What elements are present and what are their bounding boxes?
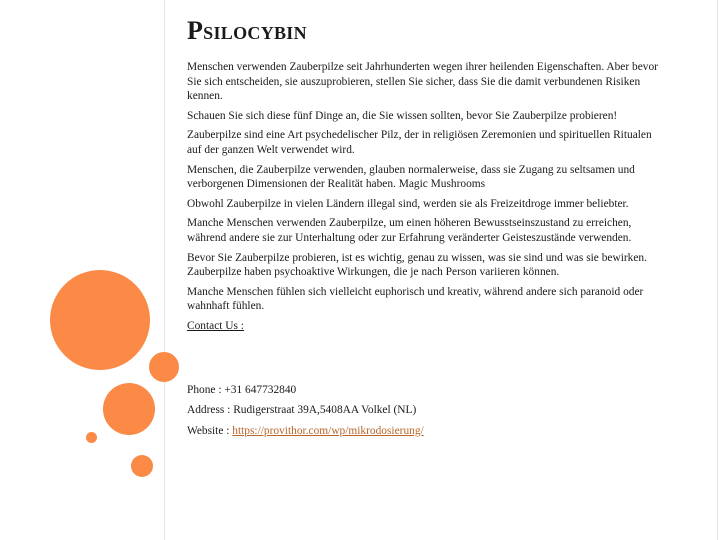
paragraph: Manche Menschen fühlen sich vielleicht euphorisch und kreativ, während andere sich paranoid oder wahnhaft fühlen.	[187, 285, 644, 313]
decor-circle-small-2	[131, 455, 153, 477]
website-label: Website :	[187, 424, 233, 437]
paragraph: Manche Menschen verwenden Zauberpilze, um einen höheren Bewusstseinszustand zu erreichen, während andere sie zur Unterhaltung oder zur Erfahrung veränderter Geisteszustände verwenden.	[187, 217, 632, 244]
paragraph: Bevor Sie Zauberpilze probieren, ist es wichtig, genau zu wissen, was sie sind und was sie bewirken. Zauberpilze haben psychoaktive Wirkungen, die je nach Person variieren können.	[187, 251, 647, 279]
decor-circle-tiny	[86, 432, 97, 443]
paragraph: Zauberpilze sind eine Art psychedelischer Pilz, der in religiösen Zeremonien und spirituellen Ritualen auf der ganzen Welt verwendet wird.	[187, 129, 652, 156]
address-line: Address : Rudigerstraat 39A,5408AA Volkel (NL)	[187, 404, 417, 417]
website-link[interactable]: https://provithor.com/wp/mikrodosierung/	[232, 424, 424, 437]
paragraph: Obwohl Zauberpilze in vielen Ländern illegal sind, werden sie als Freizeitdroge immer beliebter.	[187, 197, 629, 210]
page-title: Psilocybin	[187, 16, 307, 45]
decor-circle-medium	[103, 383, 155, 435]
paragraph: Menschen, die Zauberpilze verwenden, glauben normalerweise, dass sie Zugang zu seltsamen und verborgenen Dimensionen der Realität haben. Magic Mushrooms	[187, 163, 635, 191]
paragraph: Menschen verwenden Zauberpilze seit Jahrhunderten wegen ihrer heilenden Eigenschaften. Aber bevor Sie sich entscheiden, sie auszuprobieren, stellen Sie sicher, dass Sie die damit verbundenen Risiken kennen.	[187, 61, 658, 103]
website-line	[187, 424, 667, 439]
phone-line: Phone : +31 647732840	[187, 383, 297, 396]
contact-us-link[interactable]: Contact Us :	[187, 319, 244, 332]
decor-circle-large	[50, 270, 150, 370]
slide-content	[187, 16, 667, 444]
decor-circle-small	[149, 352, 179, 382]
contact-heading[interactable]	[187, 319, 667, 334]
paragraph: Schauen Sie sich diese fünf Dinge an, die Sie wissen sollten, bevor Sie Zauberpilze probieren!	[187, 109, 618, 122]
spacer	[187, 339, 667, 383]
